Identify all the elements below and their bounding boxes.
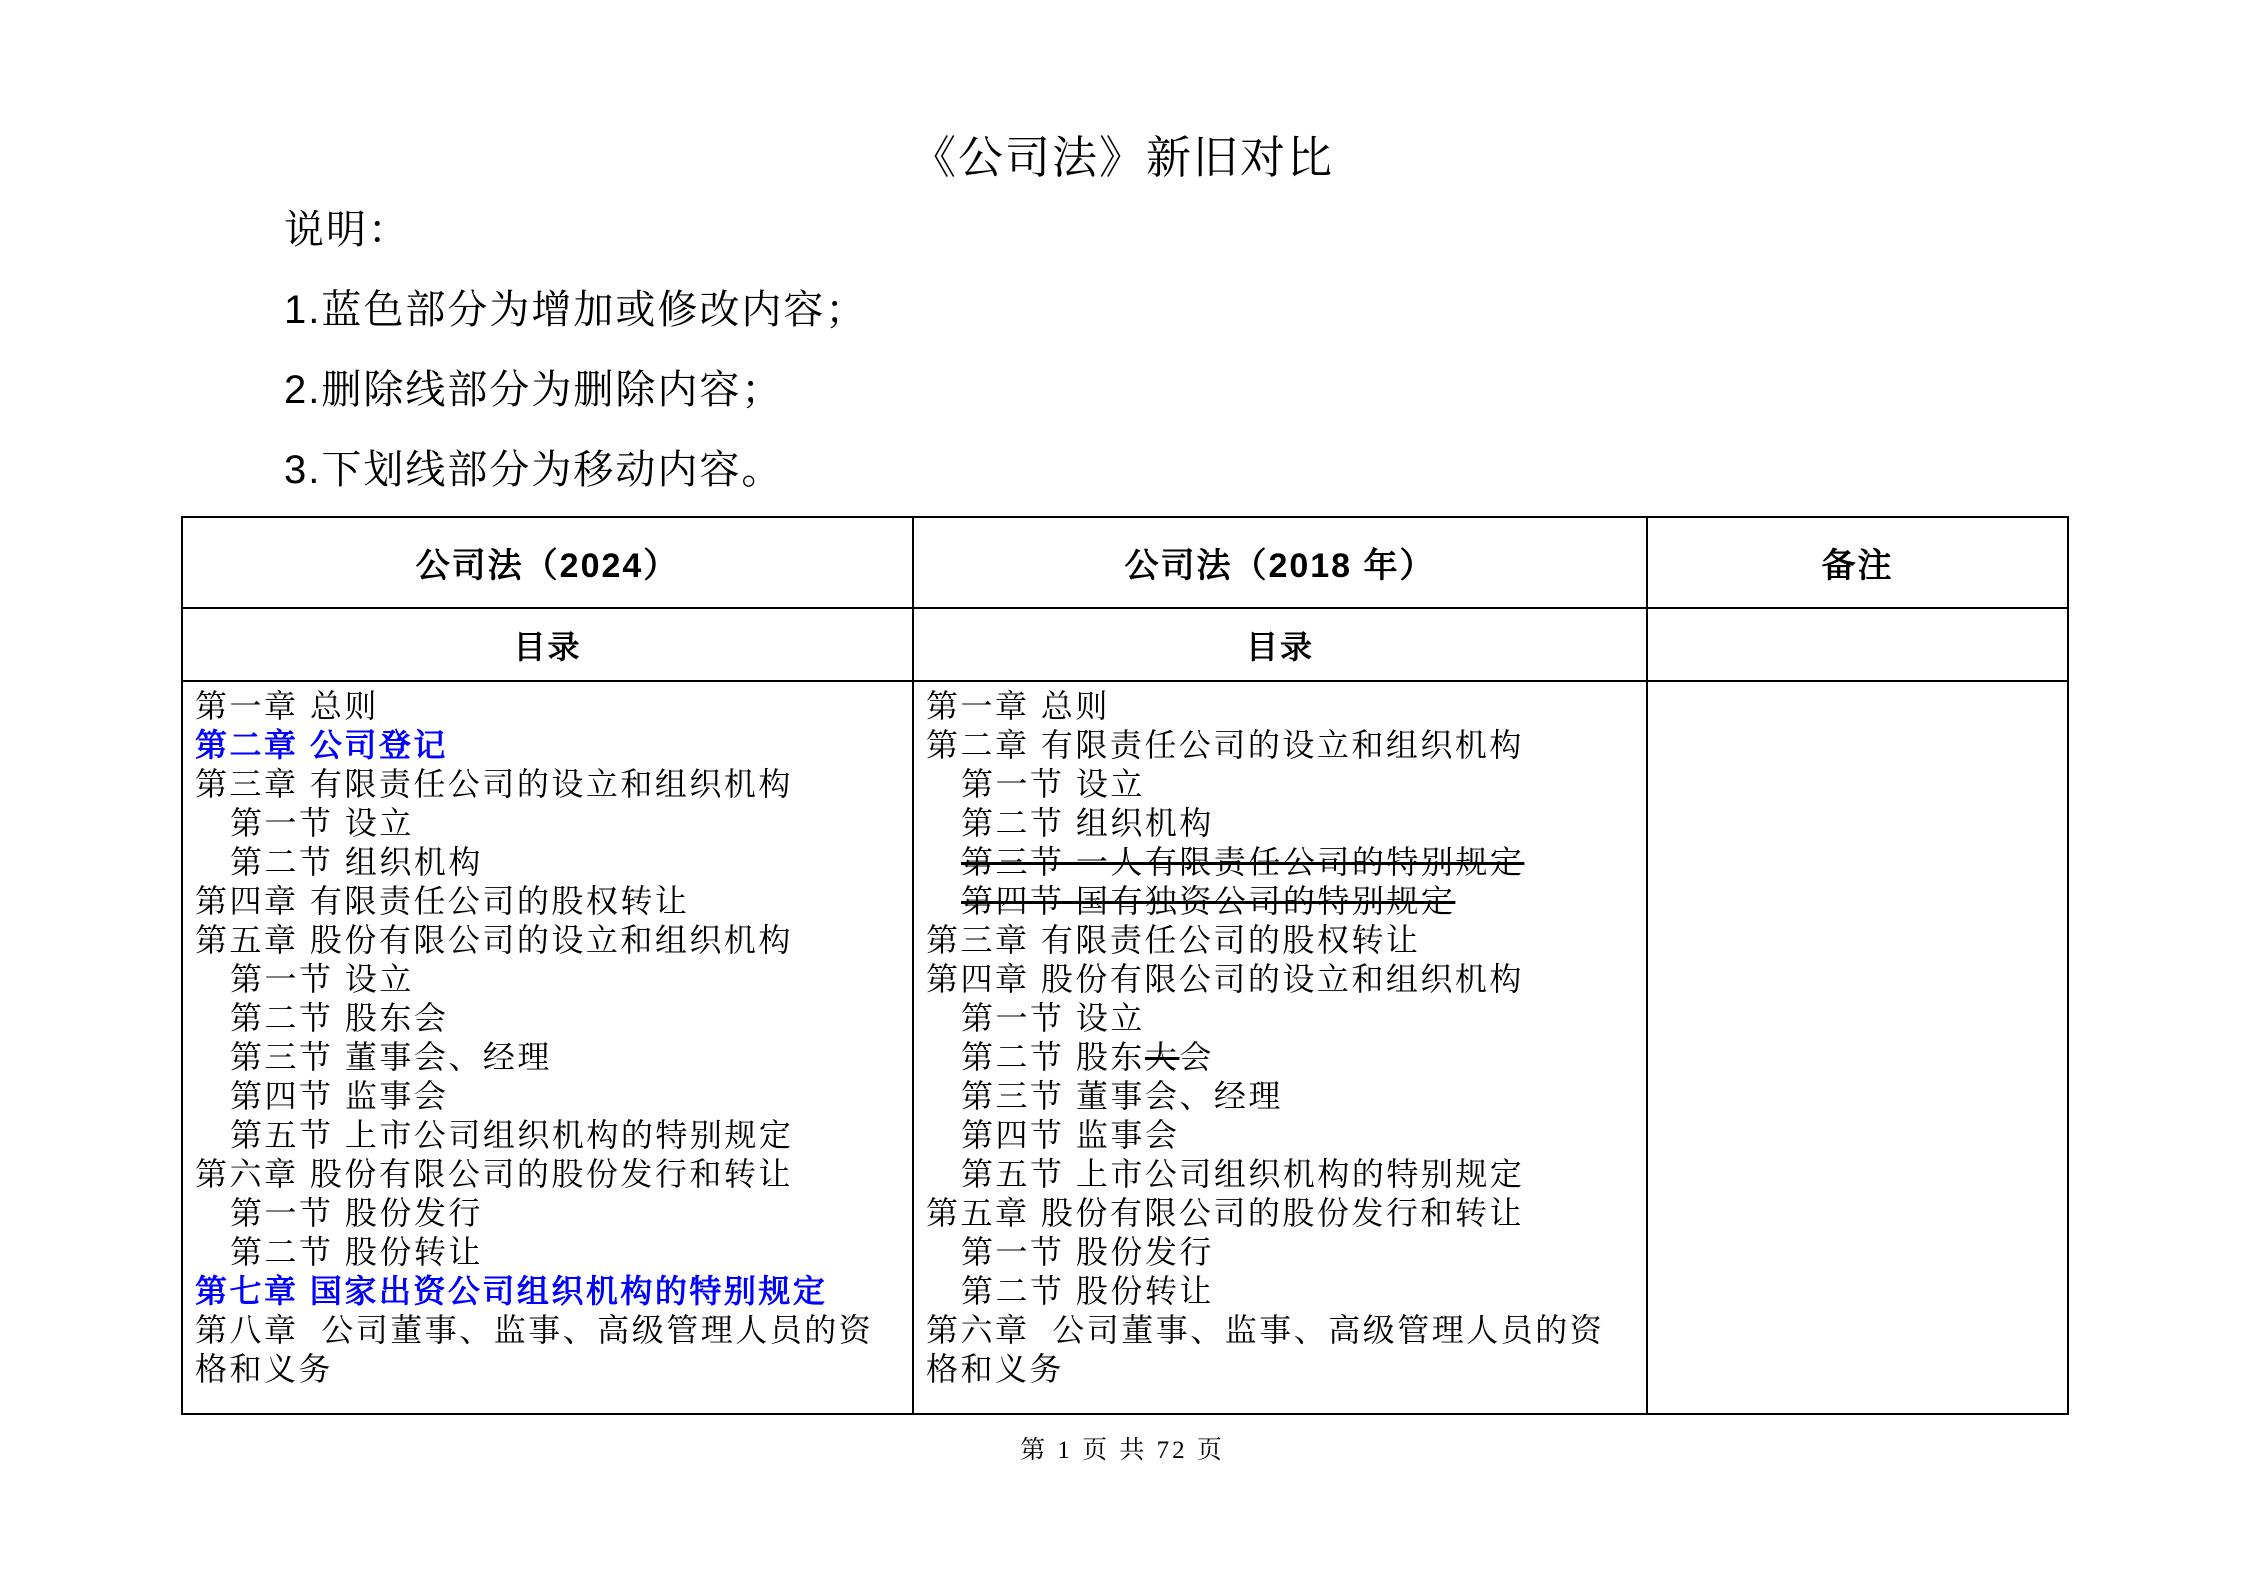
toc-line <box>195 882 902 921</box>
toc-segment: 第五章 股份有限公司的设立和组织机构 <box>195 922 793 958</box>
toc-segment: 第一节 设立 <box>961 1000 1145 1036</box>
toc-segment: 第二节 股份转让 <box>961 1273 1214 1309</box>
table-header-row <box>182 517 2068 608</box>
toc-line <box>926 960 1636 999</box>
toc-segment: 第三节 董事会、经理 <box>230 1039 552 1075</box>
toc-line <box>195 921 902 960</box>
toc-line <box>926 765 1636 804</box>
toc-line <box>195 1116 902 1155</box>
toc-segment: 会 <box>1179 1039 1214 1075</box>
toc-segment: 第五章 股份有限公司的股份发行和转让 <box>926 1195 1524 1231</box>
toc-segment: 第六章 股份有限公司的股份发行和转让 <box>195 1156 793 1192</box>
toc-line <box>195 765 902 804</box>
toc-segment: 第四章 有限责任公司的股权转让 <box>195 883 690 919</box>
toc-segment: 第六章 公司董事、监事、高级管理人员的资格和义务 <box>926 1312 1605 1387</box>
toc-segment: 第五节 上市公司组织机构的特别规定 <box>230 1117 794 1153</box>
toc-segment: 第四节 监事会 <box>961 1117 1180 1153</box>
toc-segment: 第二节 股份转让 <box>230 1234 483 1270</box>
toc-segment: 第三节 董事会、经理 <box>961 1078 1283 1114</box>
toc-segment: 第二章 有限责任公司的设立和组织机构 <box>926 727 1524 763</box>
toc-line <box>926 804 1636 843</box>
toc-segment: 第一节 设立 <box>961 766 1145 802</box>
toc-line <box>926 843 1636 882</box>
toc-segment: 第四章 股份有限公司的设立和组织机构 <box>926 961 1524 997</box>
page-number-footer: 第 1 页 共 72 页 <box>1020 1437 1225 1464</box>
toc-line <box>926 1311 1636 1389</box>
toc-segment: 第一节 设立 <box>230 961 414 997</box>
note-item-deleted: 2.删除线部分为删除内容； <box>284 368 784 412</box>
toc-cell-2024 <box>182 681 913 1414</box>
toc-segment: 第三章 有限责任公司的股权转让 <box>926 922 1421 958</box>
subheader-toc-2024: 目录 <box>182 608 913 681</box>
toc-segment-deleted: 第三节 一人有限责任公司的特别规定 <box>961 844 1525 880</box>
toc-segment: 第四节 监事会 <box>230 1078 449 1114</box>
toc-line <box>926 1194 1636 1233</box>
toc-line <box>195 960 902 999</box>
toc-line <box>195 843 902 882</box>
toc-line <box>926 726 1636 765</box>
toc-segment: 第二节 组织机构 <box>230 844 483 880</box>
toc-line <box>195 1038 902 1077</box>
column-header-2024: 公司法（2024） <box>182 517 913 608</box>
toc-segment: 第二节 股东会 <box>230 1000 449 1036</box>
toc-segment: 第二章 公司登记 <box>195 727 448 763</box>
column-header-2018: 公司法（2018 年） <box>913 517 1647 608</box>
toc-line <box>926 1233 1636 1272</box>
page-title: 《公司法》新旧对比 <box>910 132 1334 183</box>
toc-line <box>926 1155 1636 1194</box>
toc-cell-2018 <box>913 681 1647 1414</box>
toc-line <box>195 726 902 765</box>
toc-line <box>926 999 1636 1038</box>
toc-line <box>195 1233 902 1272</box>
remarks-cell-empty <box>1647 681 2068 1414</box>
toc-line <box>926 1077 1636 1116</box>
column-header-remarks: 备注 <box>1647 517 2068 608</box>
toc-line <box>195 1311 902 1389</box>
legend-notes <box>284 206 867 526</box>
toc-line <box>926 1038 1636 1077</box>
toc-line <box>195 1194 902 1233</box>
toc-line <box>926 921 1636 960</box>
toc-line <box>195 1155 902 1194</box>
notes-heading: 说明： <box>284 208 410 252</box>
toc-segment: 第一节 股份发行 <box>961 1234 1214 1270</box>
note-item-added: 1.蓝色部分为增加或修改内容； <box>284 288 868 332</box>
toc-line <box>195 999 902 1038</box>
toc-segment: 第二节 组织机构 <box>961 805 1214 841</box>
note-item-moved: 3.下划线部分为移动内容。 <box>284 448 784 492</box>
toc-line <box>926 882 1636 921</box>
toc-segment: 第二节 股东 <box>961 1039 1145 1075</box>
toc-segment: 第五节 上市公司组织机构的特别规定 <box>961 1156 1525 1192</box>
toc-segment: 第一节 股份发行 <box>230 1195 483 1231</box>
subheader-remarks-empty <box>1647 608 2068 681</box>
toc-segment: 第一章 总则 <box>195 688 379 724</box>
toc-line <box>926 1116 1636 1155</box>
toc-line <box>195 687 902 726</box>
toc-segment: 第一章 总则 <box>926 688 1110 724</box>
toc-line <box>926 1272 1636 1311</box>
toc-segment-deleted: 第四节 国有独资公司的特别规定 <box>961 883 1456 919</box>
toc-segment: 第一节 设立 <box>230 805 414 841</box>
table-content-row <box>182 681 2068 1414</box>
table-subheader-row <box>182 608 2068 681</box>
toc-line <box>926 687 1636 726</box>
toc-line <box>195 1077 902 1116</box>
toc-line <box>195 804 902 843</box>
toc-segment: 第八章 公司董事、监事、高级管理人员的资格和义务 <box>195 1312 874 1387</box>
comparison-table <box>181 516 2069 1415</box>
toc-line <box>195 1272 902 1311</box>
subheader-toc-2018: 目录 <box>913 608 1647 681</box>
toc-segment: 第三章 有限责任公司的设立和组织机构 <box>195 766 793 802</box>
toc-segment-deleted: 大 <box>1144 1039 1180 1075</box>
toc-segment: 第七章 国家出资公司组织机构的特别规定 <box>195 1273 828 1309</box>
